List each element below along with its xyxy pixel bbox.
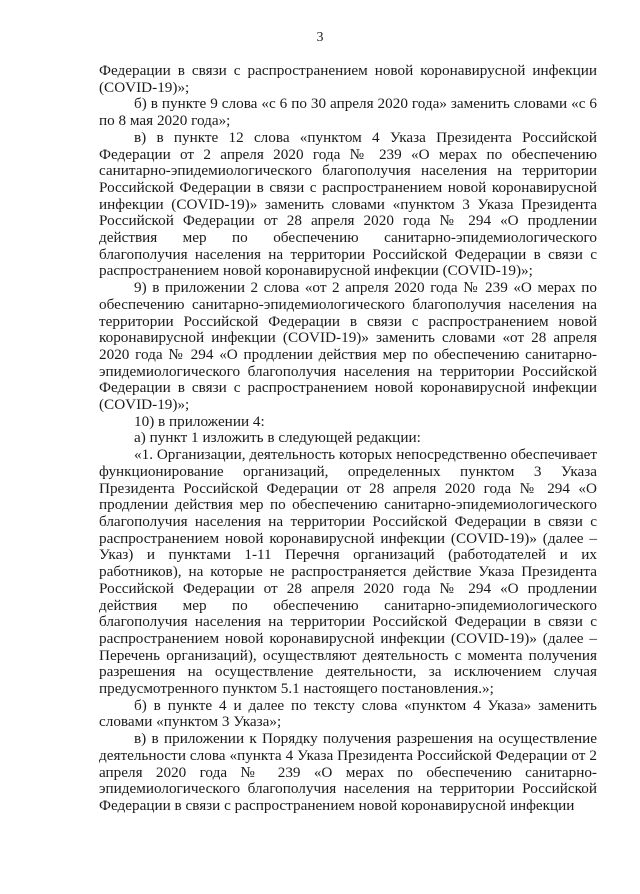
paragraph-continuation: Федерации в связи с распространением новой коронавирусной инфекции (COVID-19)»;: [99, 62, 597, 96]
paragraph-item-9: 9) в приложении 2 слова «от 2 апреля 2020 года № 239 «О мерах по обеспечению санитарно-эпидемиологического благополучия населения на территории Российской Федерации в связи с распространением новой коронавирусной инфекции (COVID-19)» заменить словами «от 28 апреля 2020 года № 294 «О продлении действия мер по обеспечению санитарно-эпидемиологического благополучия населения на территории Российской Федерации в связи с распространением новой коронавирусной инфекции (COVID-19)»;: [99, 279, 597, 414]
paragraph-item-10v: в) в приложении к Порядку получения разрешения на осуществление деятельности слова «пункта 4 Указа Президента Российской Федерации от 2 апреля 2020 года № 239 «О мерах по обеспечению санитарно-эпидемиологического благополучия населения на территории Российской Федерации в связи с распространением новой коронавирусной инфекции: [99, 730, 597, 814]
paragraph-item-10a: а) пункт 1 изложить в следующей редакции:: [134, 429, 421, 447]
document-body: [99, 63, 597, 815]
paragraph-item-10b: б) в пункте 4 и далее по тексту слова «пунктом 4 Указа» заменить словами «пунктом 3 Указа»;: [99, 696, 597, 731]
paragraph-item-b: б) в пункте 9 слова «с 6 по 30 апреля 2020 года» заменить словами «с 6 по 8 мая 2020 года»;: [99, 95, 597, 130]
paragraph-item-10: 10) в приложении 4:: [134, 412, 265, 430]
page-number: 3: [316, 30, 324, 45]
paragraph-quoted-point-1: «1. Организации, деятельность которых непосредственно обеспечивает функционирование организаций, определенных пунктом 3 Указа Президента Российской Федерации от 28 апреля 2020 года № 294 «О продлении действия мер по обеспечению санитарно-эпидемиологического благополучия населения на территории Российской Федерации в связи с распространением новой коронавирусной инфекции (COVID-19)» (далее – Указ) и пунктами 1-11 Перечня организаций (работодателей и их работников), на которые не распространяется действие Указа Президента Российской Федерации от 28 апреля 2020 года № 294 «О продлении действия мер по обеспечению санитарно-эпидемиологического благополучия населения на территории Российской Федерации в связи с распространением новой коронавирусной инфекции (COVID-19)» (далее – Перечень организаций), осуществляют деятельность с момента получения разрешения на осуществление деятельности, за исключением случая предусмотренного пунктом 5.1 настоящего постановления.»;: [99, 446, 597, 698]
paragraph-item-v: в) в пункте 12 слова «пунктом 4 Указа Президента Российской Федерации от 2 апреля 2020 года № 239 «О мерах по обеспечению санитарно-эпидемиологического благополучия населения на территории Российской Федерации в связи с распространением новой коронавирусной инфекции (COVID-19)» заменить словами «пунктом 3 Указа Президента Российской Федерации от 28 апреля 2020 года № 294 «О продлении действия мер по обеспечению санитарно-эпидемиологического благополучия населения на территории Российской Федерации в связи с распространением новой коронавирусной инфекции (COVID-19)»;: [99, 128, 597, 280]
